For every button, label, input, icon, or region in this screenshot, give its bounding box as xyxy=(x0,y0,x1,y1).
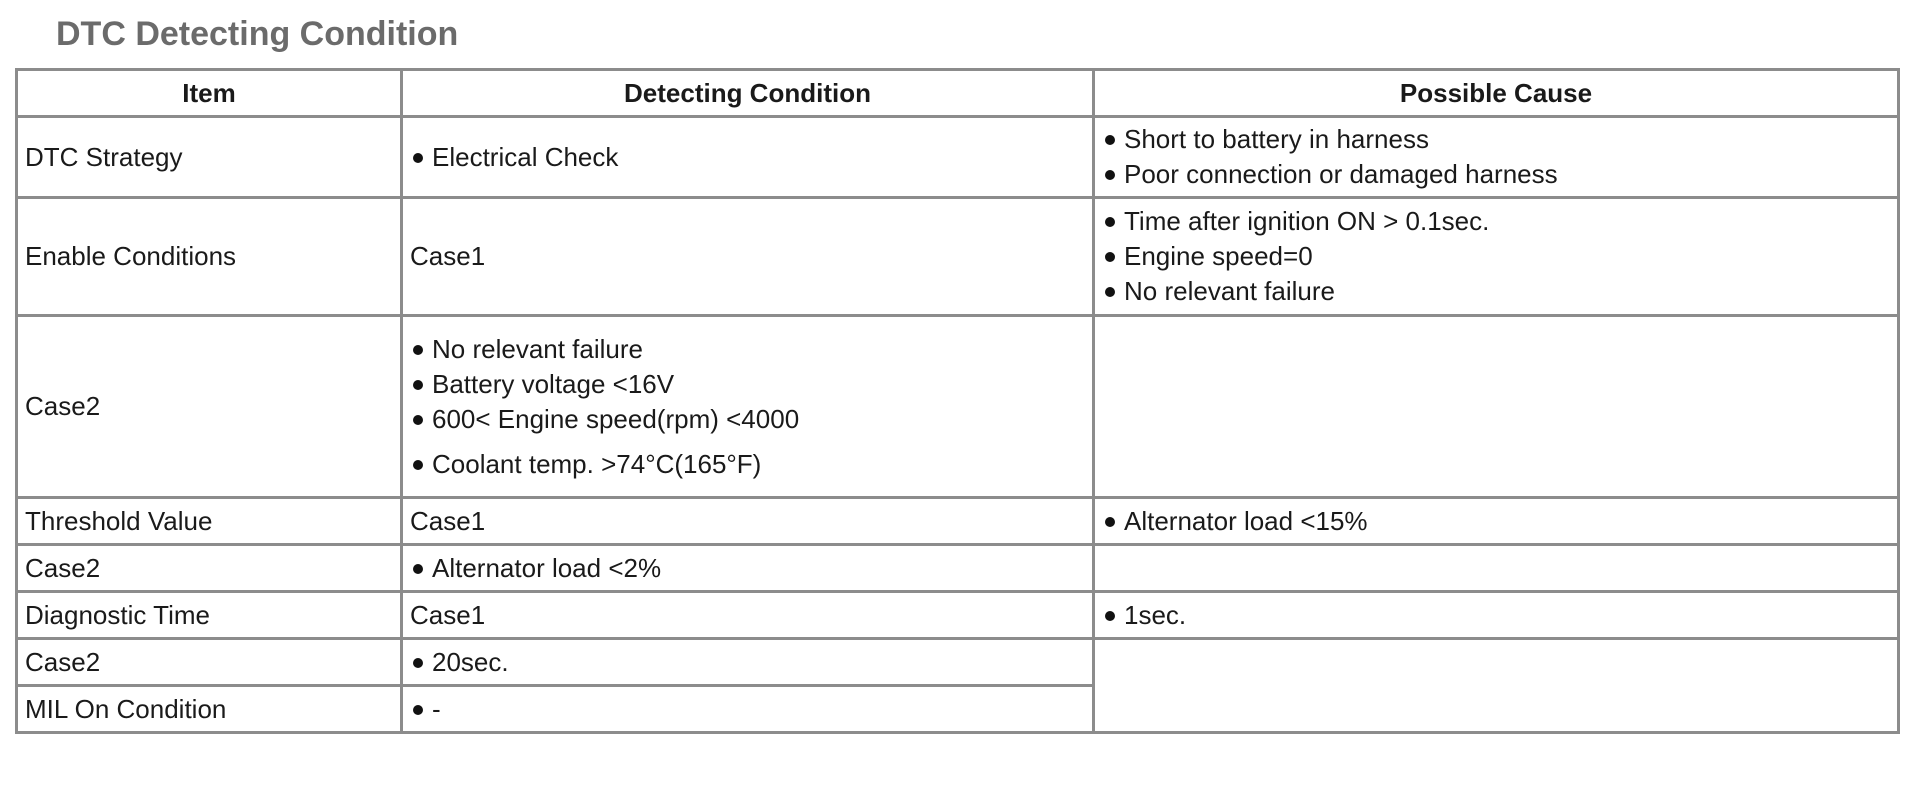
detecting-cell xyxy=(402,545,1094,592)
header-detecting-condition: Detecting Condition xyxy=(402,70,1094,117)
item-cell: Threshold Value xyxy=(17,498,402,545)
cause-cell xyxy=(1094,117,1899,198)
list-item: - xyxy=(410,692,1085,727)
dtc-condition-table xyxy=(15,68,1900,734)
list-item: Short to battery in harness xyxy=(1102,122,1890,157)
table-row xyxy=(17,545,1899,592)
item-cell: Case2 xyxy=(17,545,402,592)
list-item: No relevant failure xyxy=(410,332,1085,367)
cause-cell xyxy=(1094,639,1899,733)
cause-cell xyxy=(1094,592,1899,639)
list-item: Engine speed=0 xyxy=(1102,239,1890,274)
detecting-cell: Case1 xyxy=(402,592,1094,639)
table-row xyxy=(17,198,1899,316)
detecting-cell xyxy=(402,686,1094,733)
detecting-cell: Case1 xyxy=(402,498,1094,545)
item-cell: DTC Strategy xyxy=(17,117,402,198)
item-cell: Case2 xyxy=(17,316,402,498)
item-cell: Enable Conditions xyxy=(17,198,402,316)
table-row xyxy=(17,316,1899,498)
list-item: 20sec. xyxy=(410,645,1085,680)
item-cell: Diagnostic Time xyxy=(17,592,402,639)
detecting-cell xyxy=(402,316,1094,498)
detecting-cell: Case1 xyxy=(402,198,1094,316)
cause-cell xyxy=(1094,198,1899,316)
list-item: Time after ignition ON > 0.1sec. xyxy=(1102,204,1890,239)
list-item: 1sec. xyxy=(1102,598,1890,633)
list-item: Battery voltage <16V xyxy=(410,367,1085,402)
cause-cell xyxy=(1094,545,1899,592)
page-title: DTC Detecting Condition xyxy=(56,15,459,53)
list-item: No relevant failure xyxy=(1102,274,1890,309)
item-cell: Case2 xyxy=(17,639,402,686)
detecting-cell xyxy=(402,639,1094,686)
list-item: Electrical Check xyxy=(410,140,1085,175)
table-row xyxy=(17,639,1899,686)
cause-cell xyxy=(1094,498,1899,545)
table-row xyxy=(17,592,1899,639)
header-item: Item xyxy=(17,70,402,117)
list-item: Alternator load <15% xyxy=(1102,504,1890,539)
list-item: Coolant temp. >74°C(165°F) xyxy=(410,447,1085,482)
cause-cell xyxy=(1094,316,1899,498)
table-row xyxy=(17,117,1899,198)
list-item: Alternator load <2% xyxy=(410,551,1085,586)
list-item: 600< Engine speed(rpm) <4000 xyxy=(410,402,1085,437)
header-possible-cause: Possible Cause xyxy=(1094,70,1899,117)
table-row xyxy=(17,498,1899,545)
detecting-cell xyxy=(402,117,1094,198)
list-item: Poor connection or damaged harness xyxy=(1102,157,1890,192)
item-cell: MIL On Condition xyxy=(17,686,402,733)
table-header-row xyxy=(17,70,1899,117)
